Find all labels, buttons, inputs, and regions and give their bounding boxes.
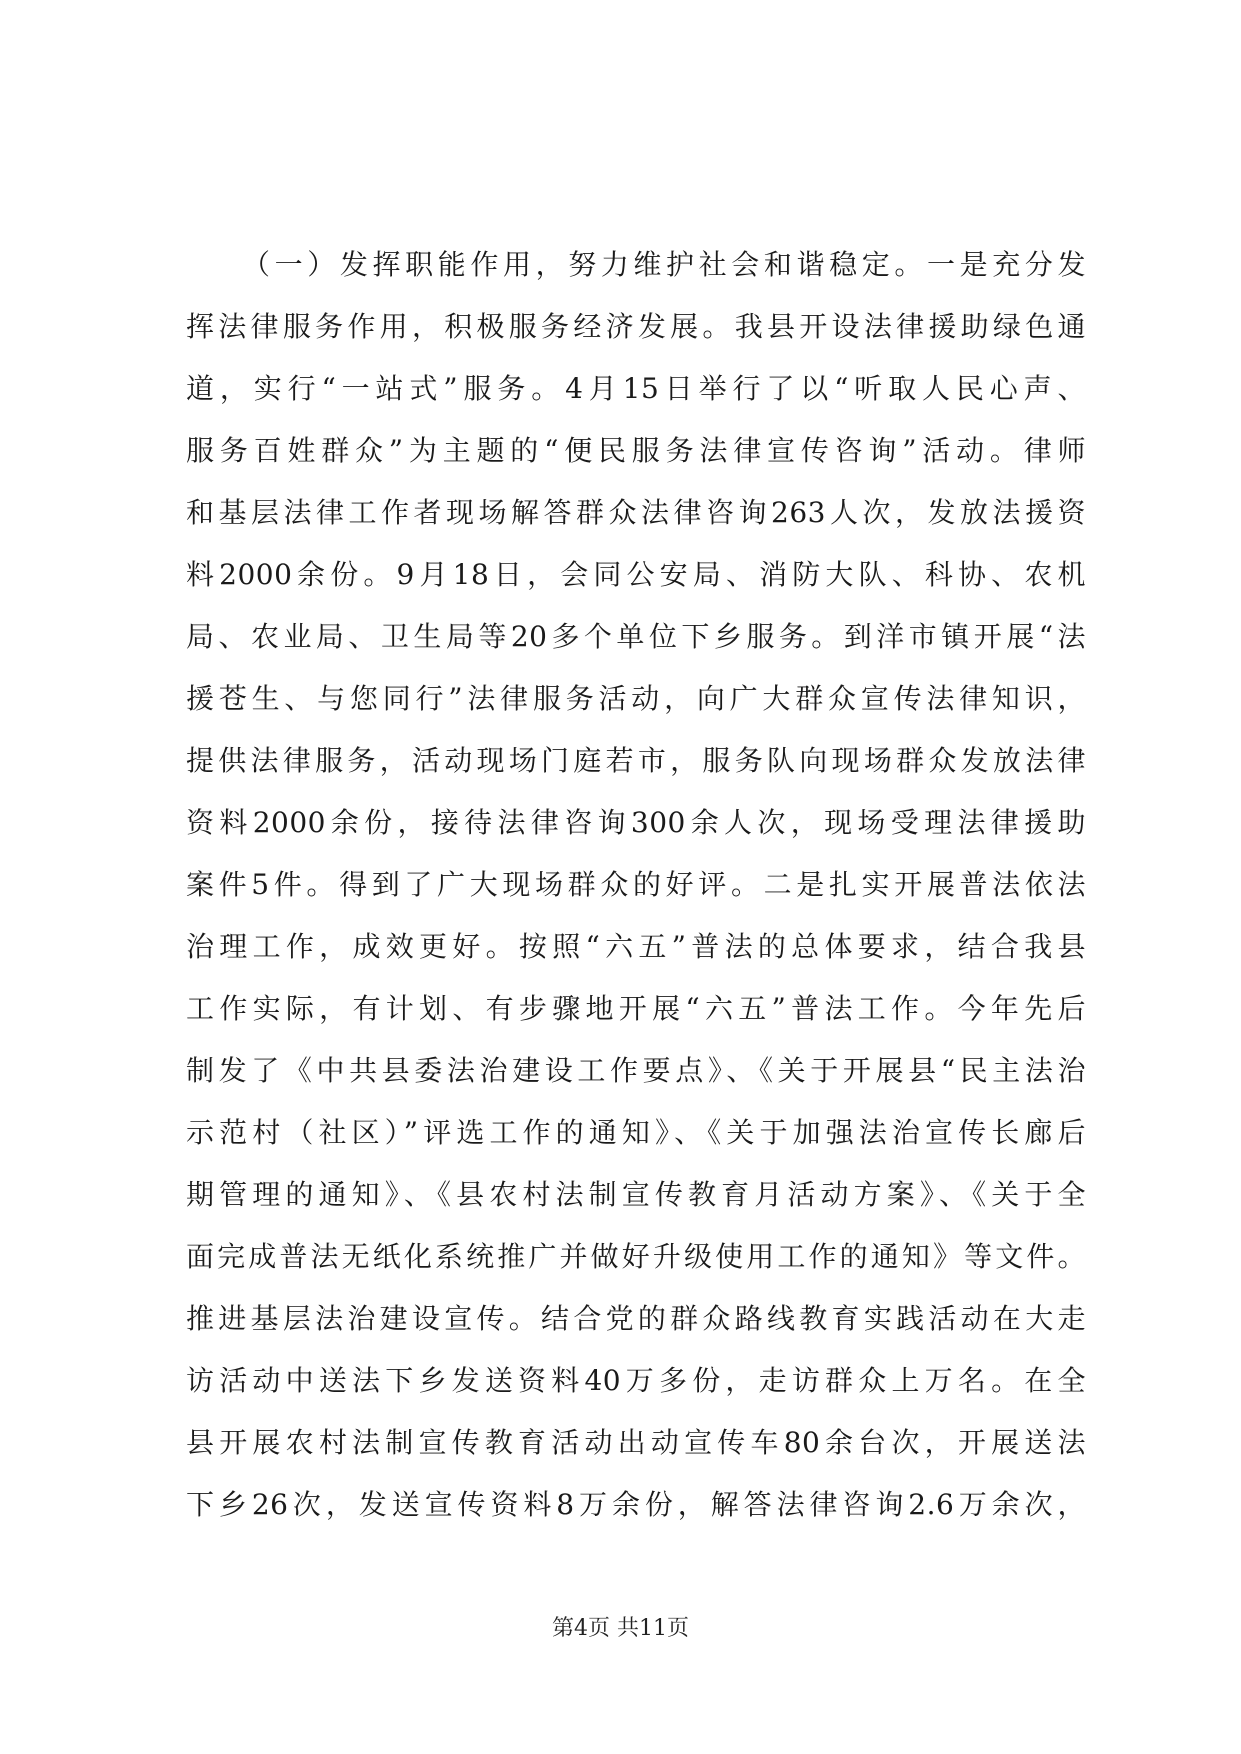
page-number-footer: 第4页 共11页 (552, 1616, 689, 1641)
text-line: 援苍生、与您同行”法律服务活动，向广大群众宣传法律知识， (186, 682, 1086, 715)
text-line: 访活动中送法下乡发送资料40万多份，走访群众上万名。在全 (186, 1364, 1086, 1397)
text-line: （一）发挥职能作用，努力维护社会和谐稳定。一是充分发 (242, 248, 1086, 281)
text-line: 推进基层法治建设宣传。结合党的群众路线教育实践活动在大走 (186, 1302, 1086, 1335)
text-line: 下乡26次，发送宣传资料8万余份，解答法律咨询2.6万余次， (186, 1488, 1086, 1521)
text-line: 挥法律服务作用，积极服务经济发展。我县开设法律援助绿色通 (186, 310, 1086, 343)
text-line: 道，实行“一站式”服务。4月15日举行了以“听取人民心声、 (186, 372, 1086, 405)
text-line: 服务百姓群众”为主题的“便民服务法律宣传咨询”活动。律师 (186, 434, 1086, 467)
text-line: 案件5件。得到了广大现场群众的好评。二是扎实开展普法依法 (186, 868, 1086, 901)
text-line: 局、农业局、卫生局等20多个单位下乡服务。到洋市镇开展“法 (186, 620, 1086, 653)
text-line: 提供法律服务，活动现场门庭若市，服务队向现场群众发放法律 (186, 744, 1086, 777)
text-line: 面完成普法无纸化系统推广并做好升级使用工作的通知》等文件。 (186, 1240, 1086, 1273)
text-line: 和基层法律工作者现场解答群众法律咨询263人次，发放法援资 (186, 496, 1086, 529)
text-line: 治理工作，成效更好。按照“六五”普法的总体要求，结合我县 (186, 930, 1086, 963)
body-paragraph (186, 234, 1086, 1536)
text-line: 工作实际，有计划、有步骤地开展“六五”普法工作。今年先后 (186, 992, 1086, 1025)
text-line: 县开展农村法制宣传教育活动出动宣传车80余台次，开展送法 (186, 1426, 1086, 1459)
text-line: 制发了《中共县委法治建设工作要点》、《关于开展县“民主法治 (186, 1054, 1086, 1087)
text-line: 资料2000余份，接待法律咨询300余人次，现场受理法律援助 (186, 806, 1086, 839)
text-line: 料2000余份。9月18日，会同公安局、消防大队、科协、农机 (186, 558, 1086, 591)
text-line: 示范村（社区）”评选工作的通知》、《关于加强法治宣传长廊后 (186, 1116, 1086, 1149)
text-line: 期管理的通知》、《县农村法制宣传教育月活动方案》、《关于全 (186, 1178, 1086, 1211)
